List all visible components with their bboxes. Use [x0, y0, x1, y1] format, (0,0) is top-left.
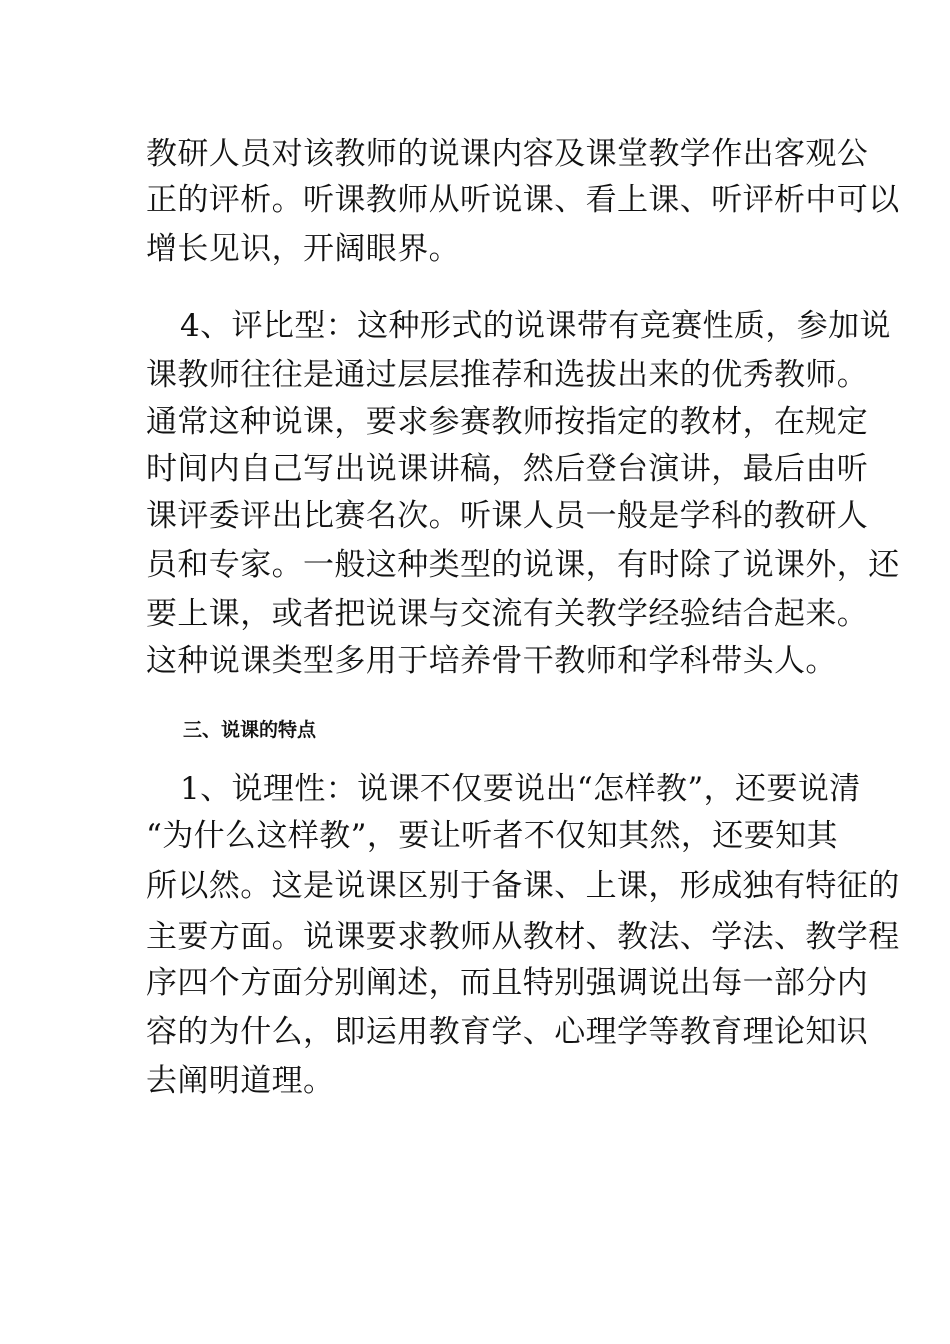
- text-line: 通常这种说课，要求参赛教师按指定的教材，在规定: [146, 404, 869, 440]
- text-line: 时间内自己写出说课讲稿，然后登台演讲，最后由听: [146, 451, 869, 487]
- text-line: 教研人员对该教师的说课内容及课堂教学作出客观公: [146, 136, 869, 172]
- text-line: 增长见识，开阔眼界。: [146, 231, 460, 267]
- text-line: 序四个方面分别阐述，而且特别强调说出每一部分内: [146, 965, 869, 1001]
- text-line: 所以然。这是说课区别于备课、上课，形成独有特征的: [146, 868, 900, 904]
- text-line: “为什么这样教”，要让听者不仅知其然，还要知其: [146, 818, 838, 854]
- text-line: 这种说课类型多用于培养骨干教师和学科带头人。: [146, 643, 837, 679]
- text-line: 课评委评出比赛名次。听课人员一般是学科的教研人: [146, 498, 869, 534]
- text-line: 主要方面。说课要求教师从教材、教法、学法、教学程: [146, 919, 900, 955]
- text-line: 课教师往往是通过层层推荐和选拔出来的优秀教师。: [146, 357, 869, 393]
- text-line: 1、说理性：说课不仅要说出“怎样教”，还要说清: [180, 771, 861, 807]
- text-line: 容的为什么，即运用教育学、心理学等教育理论知识: [146, 1014, 869, 1050]
- section-heading: 三、说课的特点: [183, 719, 317, 741]
- text-line: 员和专家。一般这种类型的说课，有时除了说课外，还: [146, 547, 900, 583]
- text-line: 去阐明道理。: [146, 1063, 335, 1099]
- text-line: 正的评析。听课教师从听说课、看上课、听评析中可以: [146, 182, 900, 218]
- text-line: 要上课，或者把说课与交流有关教学经验结合起来。: [146, 596, 869, 632]
- text-line: 4、评比型：这种形式的说课带有竞赛性质，参加说: [180, 308, 891, 344]
